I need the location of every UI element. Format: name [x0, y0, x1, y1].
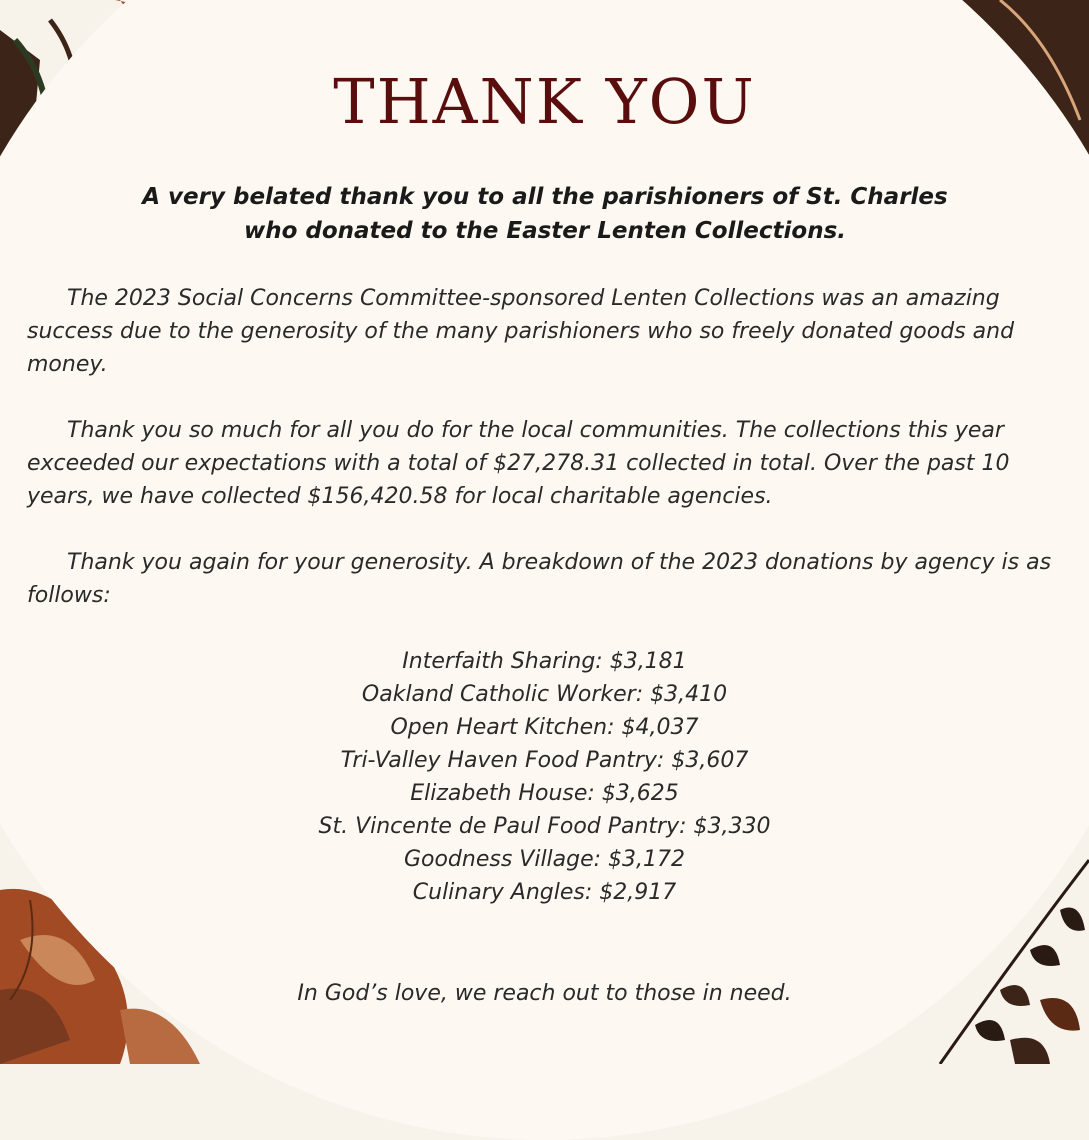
subtitle-line: A very belated thank you to all the parishioners of St. Charles — [142, 184, 948, 210]
page-title: THANK YOU — [333, 65, 756, 138]
subtitle — [95, 180, 995, 248]
donation-item: Goodness Village: $3,172 — [403, 847, 686, 872]
donation-item: Culinary Angles: $2,917 — [412, 880, 677, 905]
donation-item: Interfaith Sharing: $3,181 — [402, 649, 687, 674]
donation-item: St. Vincente de Paul Food Pantry: $3,330 — [318, 814, 771, 839]
donation-item: Elizabeth House: $3,625 — [410, 781, 679, 806]
subtitle-line: who donated to the Easter Lenten Collections. — [243, 218, 847, 244]
paragraph-breakdown: Thank you again for your generosity. A breakdown of the 2023 donations by agency is as follows: — [27, 550, 1052, 608]
closing-line: In God’s love, we reach out to those in need. — [297, 981, 792, 1006]
paragraph-intro: The 2023 Social Concerns Committee-sponsored Lenten Collections was an amazing success due to the generosity of the many parishioners who so freely donated goods and money. — [27, 286, 1015, 377]
donation-item: Oakland Catholic Worker: $3,410 — [361, 682, 728, 707]
donation-item: Tri-Valley Haven Food Pantry: $3,607 — [340, 748, 749, 773]
donation-list — [0, 645, 1089, 909]
paragraph-totals: Thank you so much for all you do for the local communities. The collections this year exceeded our expectations with a total of $27,278.31 collected in total. Over the past 10 years, we have collected $156,420.58 for local charitable agencies. — [27, 418, 1010, 509]
donation-item: Open Heart Kitchen: $4,037 — [390, 715, 699, 740]
